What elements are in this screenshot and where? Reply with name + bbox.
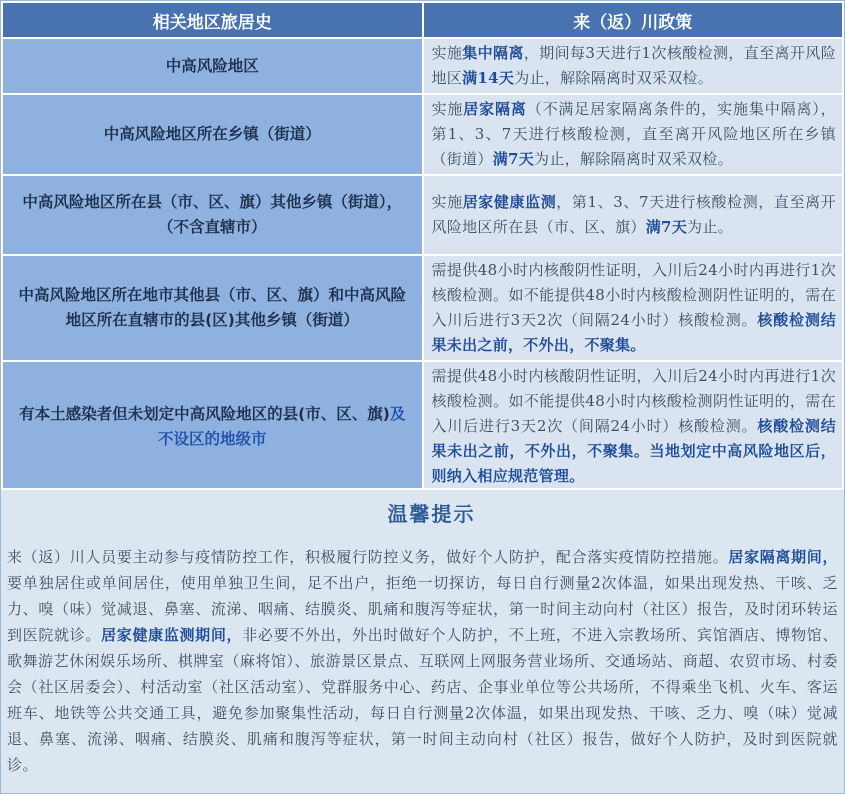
header-entry-policy: 来（返）川政策 <box>423 2 844 38</box>
policy-text: 为止。 <box>687 218 733 236</box>
table-row <box>2 175 843 255</box>
region-text: 中高风险地区所在县（市、区、旗）其他乡镇（街道），（不含直辖市） <box>22 193 403 236</box>
policy-text: 实施 <box>431 193 463 211</box>
region-text: 中高风险地区 <box>165 56 259 75</box>
policy-text: ，期间每3天进行1次核酸检测，直至离开风险地区 <box>431 44 836 87</box>
tips-section <box>1 488 844 793</box>
tips-body <box>1 544 844 778</box>
policy-text: （不满足居家隔离条件的，实施集中隔离），第1、3、7天进行核酸检测，直至离开风险地区所在乡镇（街道） <box>431 100 836 168</box>
policy-text: 实施 <box>431 100 464 118</box>
table-body <box>2 38 843 492</box>
table-header-row <box>2 2 843 38</box>
region-cell <box>2 255 423 361</box>
policy-highlight: 集中隔离 <box>462 44 524 62</box>
table-row <box>2 94 843 175</box>
region-cell <box>2 175 423 255</box>
policy-table <box>1 1 844 493</box>
region-text: 及不设区的地级市 <box>157 404 406 448</box>
tips-highlight: 居家健康监测期间， <box>101 626 243 644</box>
policy-cell <box>423 175 844 255</box>
region-cell <box>2 94 423 175</box>
policy-highlight: 居家隔离 <box>463 100 527 118</box>
policy-cell <box>423 38 844 94</box>
table-row <box>2 255 843 361</box>
policy-highlight: 满7天 <box>645 218 688 236</box>
tips-text: 来（返）川人员要主动参与疫情防控工作，积极履行防控义务，做好个人防护，配合落实疫情防控措施。 <box>7 548 729 566</box>
tips-text: 非必要不外出，外出时做好个人防护，不上班，不进入宗教场所、宾馆酒店、博物馆、歌舞游艺休闲娱乐场所、棋牌室（麻将馆）、旅游景区景点、互联网上网服务营业场所、交通场站、商超、农贸市场、村委会（社区居委会）、村活动室（社区活动室）、党群服务中心、药店、企事业单位等公共场所，不得乘坐飞机、火车、客运班车、地铁等公共交通工具，避免参加聚集性活动，每日自行测量2次体温，如果出现发热、干咳、乏力、嗅（味）觉减退、鼻塞、流涕、咽痛、结膜炎、肌痛和腹泻等症状，第一时间主动向村（社区）报告，做好个人防护，及时到医院就诊。 <box>7 626 838 774</box>
policy-highlight: 居家健康监测 <box>462 193 557 211</box>
tips-text: 要单独居住或单间居住，使用单独卫生间，足不出户，拒绝一切探访，每日自行测量2次体温，如果出现发热、干咳、乏力、嗅（味）觉减退、鼻塞、流涕、咽痛、结膜炎、肌痛和腹泻等症状，第一时间主动向村（社区）报告，及时闭环转运到医院就诊。 <box>7 574 838 644</box>
header-travel-history: 相关地区旅居史 <box>2 2 423 38</box>
policy-cell <box>423 94 844 175</box>
policy-highlight: 满14天 <box>462 69 515 87</box>
region-text: 中高风险地区所在地市其他县（市、区、旗）和中高风险地区所在直辖市的县(区)其他乡镇（街道） <box>18 286 406 329</box>
policy-cell <box>423 361 844 492</box>
table-row <box>2 38 843 94</box>
policy-text: 为止，解除隔离时双采双检。 <box>534 150 733 168</box>
region-cell <box>2 361 423 492</box>
table-row <box>2 361 843 492</box>
tips-highlight: 居家隔离期间， <box>728 548 838 566</box>
policy-highlight: 满7天 <box>492 150 535 168</box>
policy-highlight: 核酸检测结果未出之前，不外出，不聚集。当地划定中高风险地区后，则纳入相应规范管理。 <box>431 417 836 485</box>
policy-highlight: 核酸检测结果未出之前，不外出，不聚集。 <box>431 311 836 354</box>
policy-text: 需提供48小时内核酸阴性证明，入川后24小时内再进行1次核酸检测。如不能提供48小时内核酸检测阴性证明的，需在入川后进行3天2次（间隔24小时）核酸检测。 <box>431 367 836 435</box>
policy-text: ，第1、3、7天进行核酸检测，直至离开风险地区所在县（市、区、旗） <box>431 193 836 236</box>
region-text: 中高风险地区所在乡镇（街道） <box>103 125 321 143</box>
policy-cell <box>423 255 844 361</box>
policy-text: 需提供48小时内核酸阴性证明，入川后24小时内再进行1次核酸检测。如不能提供48小时内核酸检测阴性证明的，需在入川后进行3天2次（间隔24小时）核酸检测。 <box>431 261 836 329</box>
policy-text: 为止，解除隔离时双采双检。 <box>514 69 714 87</box>
region-cell <box>2 38 423 94</box>
policy-text: 实施 <box>431 44 463 62</box>
tips-title: 温馨提示 <box>387 502 476 526</box>
region-text: 有本土感染者但未划定中高风险地区的县(市、区、旗) <box>19 404 390 423</box>
